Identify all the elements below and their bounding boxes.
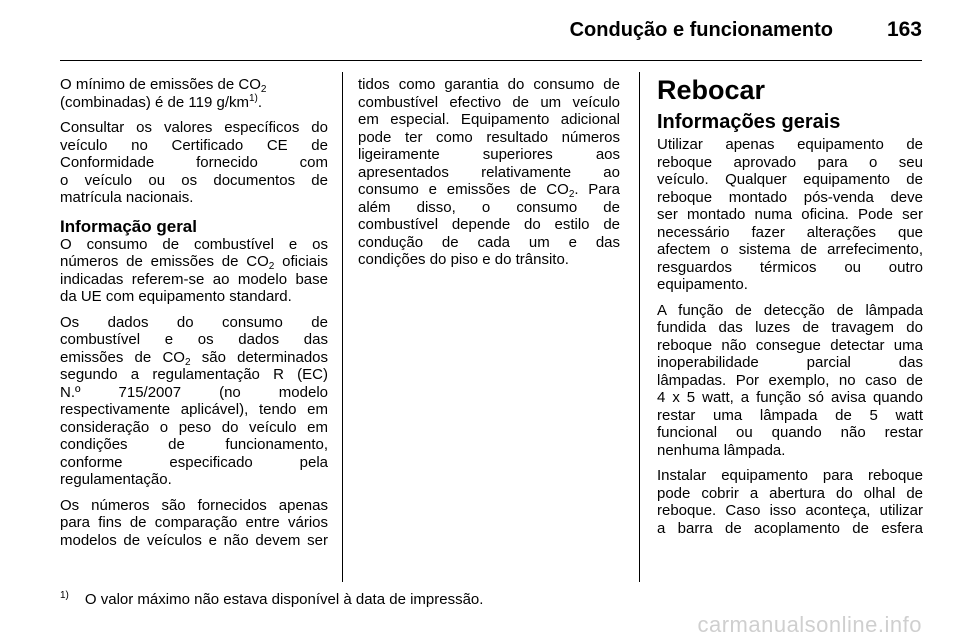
equipment-paragraph — [657, 136, 923, 294]
text-line: reboque montado pós-venda deve — [657, 188, 923, 206]
text-line: segundo a regulamentação R (EC) — [60, 366, 328, 383]
text-line: consideração o peso do veículo em — [60, 418, 328, 436]
text-line: 4 x 5 watt, a função só avisa quando — [657, 389, 923, 406]
towing-eye-paragraph — [657, 467, 923, 537]
text-line: modelos de veículos e não devem ser — [60, 531, 328, 549]
text-line: a barra de acoplamento de esfera — [657, 519, 923, 537]
text-line: condições do piso e do trânsito. — [358, 251, 569, 268]
text-line: tidos como garantia do consumo de — [358, 76, 620, 93]
footnote-text: O valor máximo não estava disponível à data de impressão. — [84, 591, 484, 608]
text-line: além disso, o consumo de — [358, 198, 620, 216]
text-line: veículo no Certificado CE de — [60, 136, 328, 154]
text-line: Utilizar apenas equipamento de — [657, 136, 923, 153]
section-heading: Informação geral — [60, 216, 197, 236]
column-3 — [657, 76, 923, 545]
bulb-detection-paragraph — [657, 302, 923, 460]
text-line: pode cobrir a abertura do olhal de — [657, 484, 923, 502]
text-line: matrícula nacionais. — [60, 189, 194, 206]
text-line: nenhuma lâmpada. — [657, 441, 786, 459]
text-line: A função de detecção de lâmpada — [657, 301, 923, 319]
text-line: combustível efectivo de um veículo — [358, 93, 620, 111]
regulation-paragraph — [60, 314, 328, 489]
page-header — [570, 18, 922, 42]
text-line: necessário fazer alterações que — [657, 223, 923, 241]
text-line: reboque aprovado para o seu — [657, 153, 923, 171]
text-line: Consultar os valores específicos do — [60, 119, 328, 136]
text-line: veículo. Qualquer equipamento de — [657, 171, 923, 188]
text-line: para fins de comparação entre vários — [60, 514, 328, 531]
text-line: números de emissões de $CO_2$ oficiais — [60, 253, 328, 272]
text-line: Os dados do consumo de — [60, 313, 328, 331]
text-line: N.º 715/2007 (no modelo — [60, 383, 328, 401]
footnote-ref: 1) — [249, 92, 258, 104]
text-line: combustível e os dados das — [60, 331, 328, 348]
text-line: equipamento. — [657, 276, 748, 293]
text-line: respectivamente aplicável), tendo em — [60, 401, 328, 418]
text-line: ligeiramente superiores aos — [358, 146, 620, 163]
continuation-paragraph — [358, 76, 620, 269]
column-divider-1 — [342, 72, 343, 582]
text-line: O mínimo de emissões de $CO_2$ — [60, 76, 267, 95]
text-line: Instalar equipamento para reboque — [657, 467, 923, 484]
text-line: ser montado numa oficina. Pode ser — [657, 206, 923, 223]
text-line: reboque. Caso isso aconteça, utilizar — [657, 502, 923, 519]
page-number: 163 — [886, 18, 922, 41]
text-line: Os números são fornecidos apenas — [60, 496, 328, 514]
column-1 — [60, 76, 328, 557]
watermark: carmanualsonline.info — [697, 612, 922, 637]
text-line: consumo e emissões de $CO_2$. Para — [358, 181, 620, 200]
text-line: lâmpadas. Por exemplo, no caso de — [657, 371, 923, 389]
text-line: emissões de $CO_2$ são determinados — [60, 348, 328, 368]
comparison-paragraph — [60, 497, 328, 550]
text-line: combustível depende do estilo de — [358, 216, 620, 233]
text-line: fundida das luzes de travagem do — [657, 319, 923, 336]
text-line: conforme especificado pela — [60, 453, 328, 471]
text-line: afectem o sistema de arrefecimento, — [657, 241, 923, 258]
text-line: reboque não consegue detectar uma — [657, 336, 923, 354]
text-line: resguardos térmicos ou outro — [657, 258, 923, 276]
subsection-title: Informações gerais — [657, 111, 841, 133]
footnote-mark: 1) — [60, 590, 69, 601]
header-divider — [60, 60, 922, 61]
text-line: condução de cada um e das — [358, 233, 620, 251]
certificate-paragraph — [60, 119, 328, 207]
column-divider-2 — [639, 72, 640, 582]
emissions-minimum-paragraph — [60, 76, 328, 111]
text-line: da UE com equipamento standard. — [60, 288, 292, 305]
text-line: o veículo ou os documentos de — [60, 171, 328, 189]
text-line: apresentados relativamente ao — [358, 163, 620, 181]
text-line: pode ter como resultado números — [358, 128, 620, 146]
text-line: Conformidade fornecido com — [60, 154, 328, 171]
text-line: indicadas referem-se ao modelo base — [60, 270, 328, 288]
general-info-paragraph — [60, 236, 328, 306]
text-line: regulamentação. — [60, 471, 172, 488]
text-line: condições de funcionamento, — [60, 436, 328, 453]
text-line: (combinadas) é de 119 $g/km^{1)}$. — [60, 92, 263, 111]
text-line: em especial. Equipamento adicional — [358, 111, 620, 128]
section-title: Rebocar — [657, 75, 766, 105]
footnote — [60, 590, 483, 608]
text-line: O consumo de combustível e os — [60, 235, 328, 253]
chapter-title: Condução e funcionamento — [569, 19, 833, 41]
text-line: restar uma lâmpada de 5 watt — [657, 406, 923, 424]
column-2 — [358, 76, 620, 277]
text-line: inoperabilidade parcial das — [657, 354, 923, 371]
text-line: funcional ou quando não restar — [657, 424, 923, 441]
